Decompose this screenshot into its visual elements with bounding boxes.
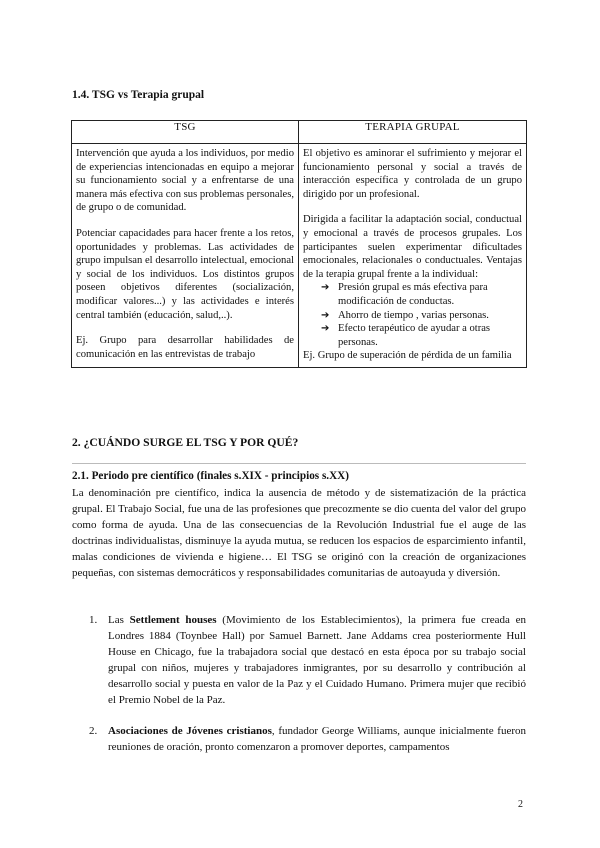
terapia-advantages-list [303,281,522,349]
terapia-definition: El objetivo es aminorar el sufrimiento y mejorar el funcionamiento personal y social a través de interacción específica y controlada de un grupo dirigido por un profesional. [303,148,522,200]
section-title: 1.4. TSG vs Terapia grupal [72,89,205,101]
tsg-cell [72,144,299,368]
numbered-list-item-2 [72,724,526,756]
list-item: ➔ Presión grupal es más efectiva para modificación de conductas. [321,282,488,307]
comparison-table [71,120,527,368]
list-item: ➔ Ahorro de tiempo , varias personas. [321,309,489,321]
list-item: ➔ Efecto terapéutico de ayudar a otras personas. [321,323,491,348]
terapia-description: Dirigida a facilitar la adaptación social, conductual y emocional a través de procesos grupales. Los participantes suelen experimentar dificultades emocionales, relacionales o conductuales. Ventajas de la terapia grupal frente a la individual: [303,214,522,280]
heading-cuando-surge: 2. ¿CUÁNDO SURGE EL TSG Y POR QUÉ? [72,436,299,449]
tsg-example: Ej. Grupo para desarrollar habilidades de comunicación en las entrevistas de trabajo [76,335,294,360]
arrow-right-icon: ➔ [321,282,330,294]
terapia-example: Ej. Grupo de superación de pérdida de un familia [303,350,512,362]
heading-periodo-precientifico: 2.1. Periodo pre científico (finales s.XIX - principios s.XX) [72,470,349,482]
list-item: 2. Asociaciones de Jóvenes cristianos, fundador George Williams, aunque inicialmente fueron reuniones de oración, pronto comenzaron a promover deportes, campamentos [89,725,526,753]
list-item: 1. Las Settlement houses (Movimiento de los Establecimientos), la primera fue creada en Londres 1884 (Toynbee Hall) por Samuel Barnett. Jane Addams crea posteriormente Hull House en Chicago, fue la trabajadora social que destacó en esta época por su trabajo social grupal con niños, mujeres y trabajadores inmigrantes, por su desarrollo y contribución al desarrollo social y puesta en valor de la Paz y el Cuidado Humano. Primera mujer que recibió el Premio Nobel de la Paz. [89,614,526,706]
list-number: 2. [89,725,98,737]
settlement-houses-term: Settlement houses [129,614,217,626]
asociaciones-term: Asociaciones de Jóvenes cristianos [108,725,272,737]
list-number: 1. [89,614,98,626]
table-header-row [72,121,527,144]
body-paragraph: La denominación pre científico, indica la ausencia de método y de sistematización de la práctica grupal. El Trabajo Social, fue una de las profesiones que precozmente se dio cuenta del valor del grupo como forma de ayuda. Una de las consecuencias de la Revolución Industrial fue el auge de las doctrinas individualistas, disminuye la ayuda mutua, se reducen los espacios de esparcimiento infantil, malas condiciones de vivienda e higiene… El TSG se originó con la creación de organizaciones pequeñas, con sistemas democráticos y responsabilidades comunitarias de autoayuda y diversión. [72,487,526,579]
tsg-objectives: Potenciar capacidades para hacer frente a los retos, oportunidades y problemas. Las actividades de grupo impulsan el desarrollo intelectual, emocional y social de los individuos. Los distintos grupos poseen objetivos diferentes (socialización, modificar valores...) y las actividades e interés central también (educación, salud,..). [76,227,294,321]
terapia-cell [299,144,527,368]
header-tsg: TSG [72,121,299,144]
arrow-right-icon: ➔ [321,323,330,335]
header-terapia-grupal: TERAPIA GRUPAL [299,121,527,144]
tsg-definition: Intervención que ayuda a los individuos, por medio de experiencias intencionadas en equipo a mejorar su funcionamiento social y a enfrentarse de una manera más efectiva con sus problemas personales, de grupo o de comunidad. [76,148,294,214]
arrow-right-icon: ➔ [321,309,330,321]
numbered-list-item-1 [72,613,526,708]
section-divider [72,463,526,464]
page-number: 2 [518,799,523,810]
table-row [72,144,527,368]
